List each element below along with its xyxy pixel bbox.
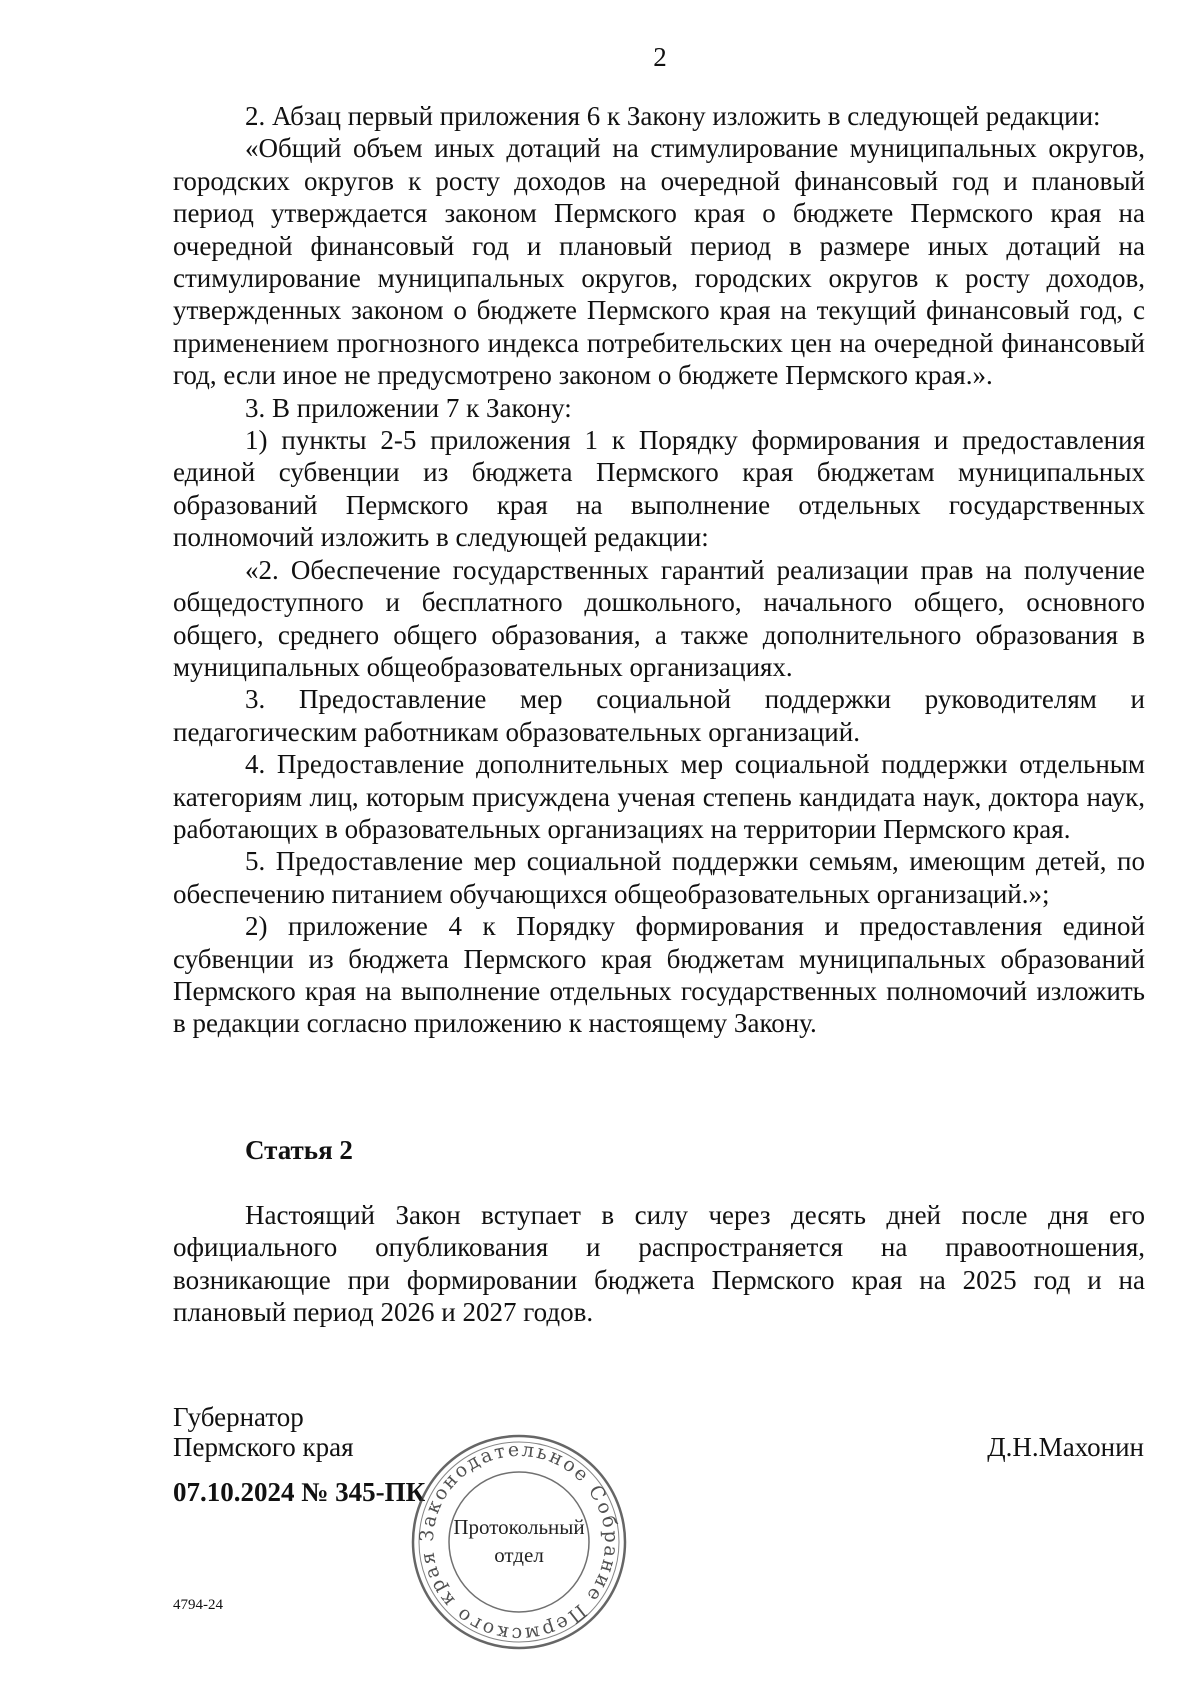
signer-position <box>173 1402 354 1462</box>
paragraph-3-intro: 3. В приложении 7 к Закону: <box>245 392 572 423</box>
stamp-ring-text: Законодательное Собрание Пермского края <box>415 1438 623 1646</box>
paragraph-2-quote: «Общий объем иных дотаций на стимулирование муниципальных округов, городских округов к росту доходов на очередной финансовый год и плановый период утверждается законом Пермского края о бюджете Пермского края на очередной финансовый год и плановый период в размере иных дотаций на стимулирование муниципальных округов, городских округов к росту доходов, утвержденных законом о бюджете Пермского края на текущий финансовый год, с применением прогнозного индекса потребительских цен на очередной финансовый год, если иное не предусмотрено законом о бюджете Пермского края.». <box>173 133 1145 391</box>
paragraph-quote-item-2: «2. Обеспечение государственных гарантий реализации прав на получение общедоступного и бесплатного дошкольного, начального общего, основного общего, среднего общего образования, а также дополнительного образования в муниципальных общеобразовательных организациях. <box>173 554 1145 682</box>
document-code: 4794-24 <box>173 1597 223 1613</box>
stamp-inner-line-2: отдел <box>494 1543 544 1567</box>
signer-position-line-2: Пермского края <box>173 1432 354 1462</box>
article-text: Настоящий Закон вступает в силу через десять дней после дня его официального опубликования и распространяется на правоотношения, возникающие при формировании бюджета Пермского края на 2025 год и на плановый период 2026 и 2027 годов. <box>173 1200 1145 1328</box>
paragraph-quote-item-4: 4. Предоставление дополнительных мер социальной поддержки отдельным категориям лиц, которым присуждена ученая степень кандидата наук, доктора наук, работающих в образовательных организациях на территории Пермского края. <box>173 749 1145 844</box>
article-text-block <box>173 1199 1145 1329</box>
paragraph-3-item-1: 1) пункты 2-5 приложения 1 к Порядку формирования и предоставления единой субвенции из бюджета Пермского края бюджетам муниципальных образований Пермского края на выполнение отдельных государственных полномочий изложить в следующей редакции: <box>173 425 1145 553</box>
paragraph-quote-item-3: 3. Предоставление мер социальной поддержки руководителям и педагогическим работникам образовательных организаций. <box>173 684 1145 747</box>
amendments-text <box>173 100 1145 1040</box>
signer-name: Д.Н.Махонин <box>987 1432 1144 1462</box>
stamp-graphic <box>408 1431 630 1653</box>
document-date-number: 07.10.2024 № 345-ПК <box>173 1477 426 1507</box>
official-stamp <box>408 1431 630 1653</box>
signer-position-line-1: Губернатор <box>173 1402 304 1432</box>
paragraph-2-intro: 2. Абзац первый приложения 6 к Закону изложить в следующей редакции: <box>245 101 1101 131</box>
paragraph-quote-item-5: 5. Предоставление мер социальной поддержки семьям, имеющим детей, по обеспечению питанием обучающихся общеобразовательных организаций.»; <box>173 846 1145 909</box>
article-heading: Статья 2 <box>245 1135 353 1165</box>
page-number: 2 <box>653 42 667 72</box>
stamp-inner-line-1: Протокольный <box>453 1515 585 1539</box>
paragraph-3-item-2: 2) приложение 4 к Порядку формирования и предоставления единой субвенции из бюджета Пермского края бюджетам муниципальных образований Пермского края на выполнение отдельных государственных полномочий изложить в редакции согласно приложению к настоящему Закону. <box>173 911 1145 1039</box>
